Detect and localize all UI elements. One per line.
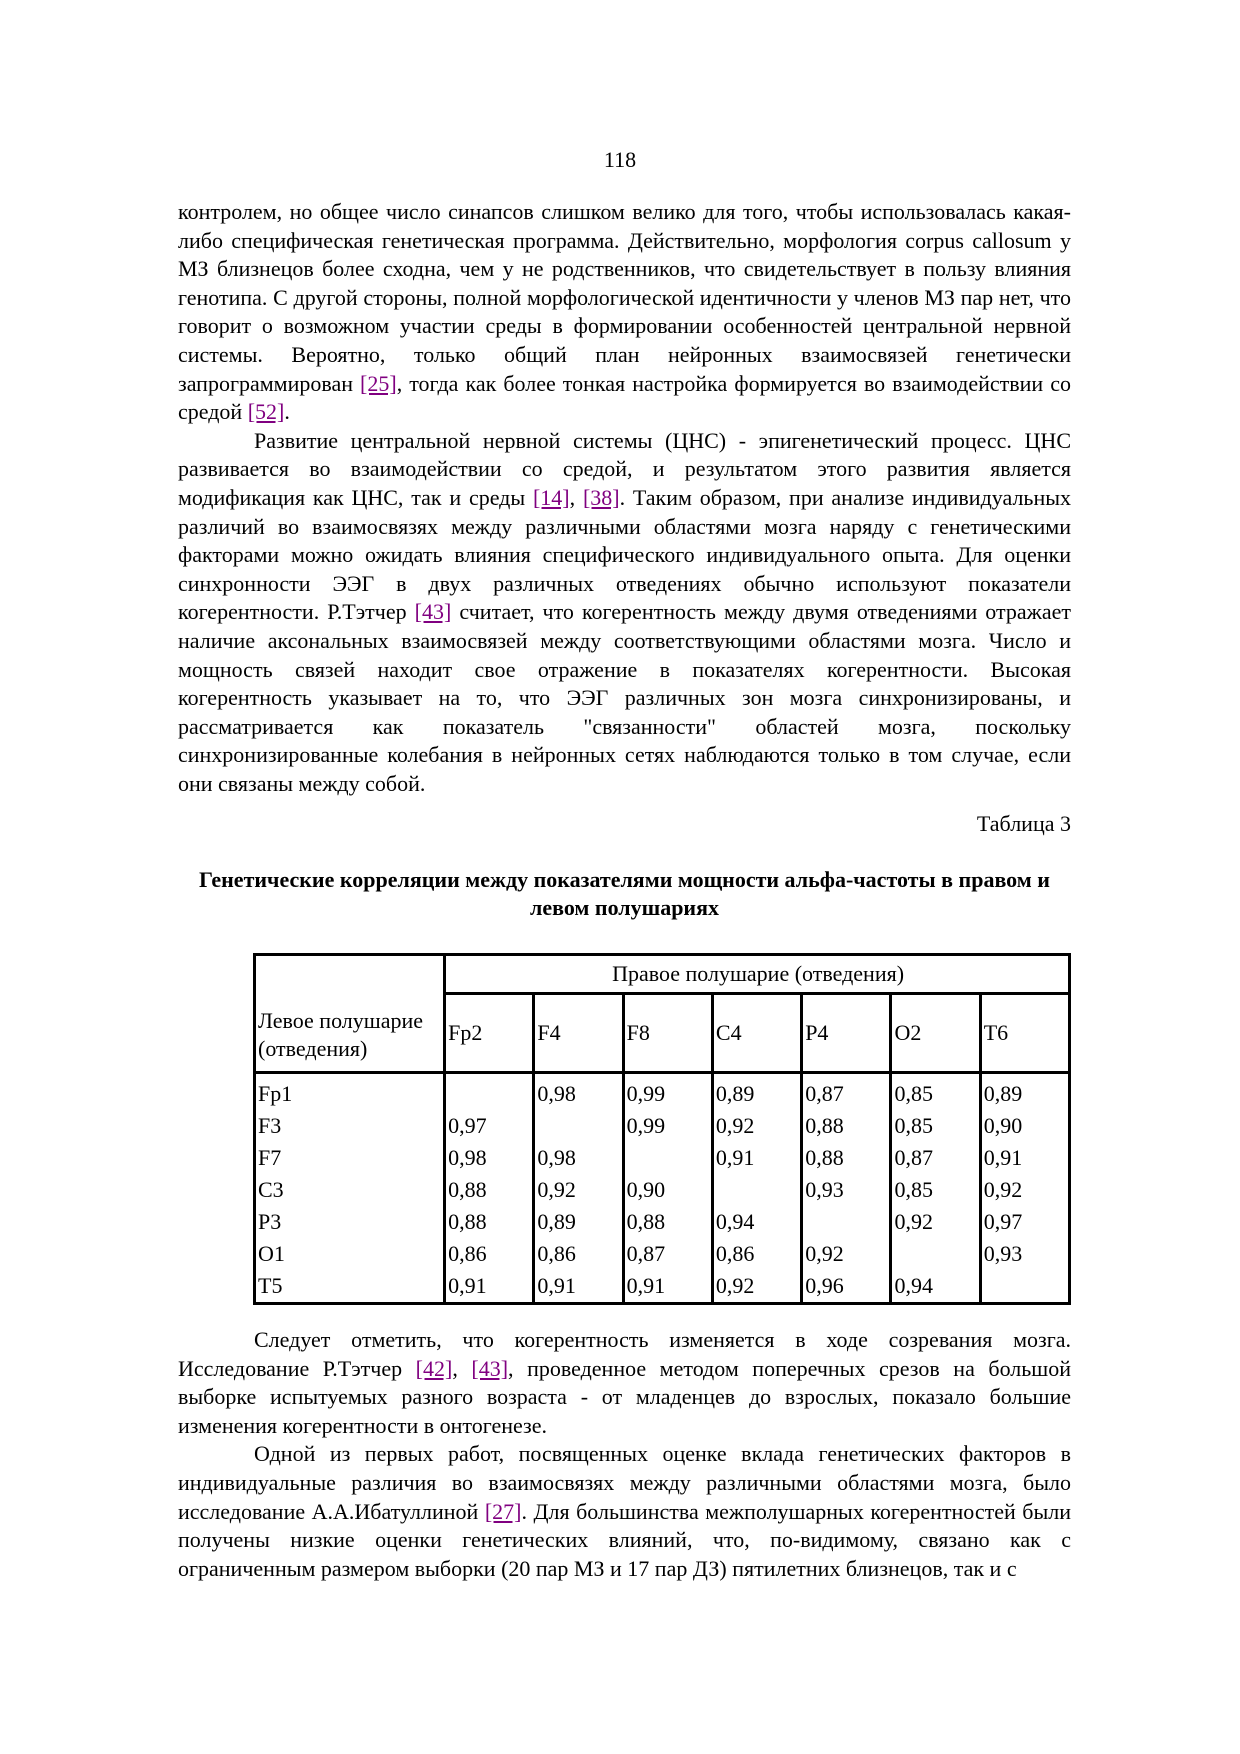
paragraph-text: Следует отметить, что когерентность изменяется в ходе созревания мозга. Исследование Р.Тэтчер xyxy=(178,1327,1071,1381)
table-cell: 0,96 xyxy=(802,1270,891,1304)
table-row xyxy=(255,1206,1070,1238)
paragraph xyxy=(178,198,1071,427)
table-cell: 0,92 xyxy=(802,1238,891,1270)
table-row xyxy=(255,1073,1070,1111)
table-cell: 0,97 xyxy=(445,1110,534,1142)
citation-link[interactable]: [43] xyxy=(414,599,452,625)
table-cell: 0,90 xyxy=(623,1174,712,1206)
table-cell: 0,87 xyxy=(623,1238,712,1270)
body-text-top xyxy=(178,198,1071,798)
table-cell: 0,89 xyxy=(534,1206,623,1238)
table-cell xyxy=(802,1206,891,1238)
table-cell: 0,92 xyxy=(891,1206,980,1238)
row-lead: F3 xyxy=(255,1110,445,1142)
table-cell: 0,91 xyxy=(712,1142,801,1174)
table-cell: 0,88 xyxy=(802,1142,891,1174)
paragraph-text: . Для большинства межполушарных когерентностей были получены низкие оценки генетических влияний, что, по-видимому, связано как с ограниченным размером выборки (20 пар МЗ и 17 пар ДЗ) пятилетних близнецов, так и с xyxy=(178,1498,1072,1581)
column-header: T6 xyxy=(980,994,1069,1073)
row-lead: P3 xyxy=(255,1206,445,1238)
body-text-bottom xyxy=(178,1326,1071,1583)
table-cell: 0,92 xyxy=(712,1110,801,1142)
column-header: Fp2 xyxy=(445,994,534,1073)
table-cell: 0,92 xyxy=(534,1174,623,1206)
table-cell: 0,88 xyxy=(623,1206,712,1238)
table-cell: 0,89 xyxy=(712,1073,801,1111)
paragraph-text: , xyxy=(569,484,583,510)
table-cell: 0,91 xyxy=(534,1270,623,1304)
citation-link[interactable]: [38] xyxy=(582,484,620,510)
row-lead: Fp1 xyxy=(255,1073,445,1111)
corner-header: Левое полушарие (отведения) xyxy=(255,955,445,1073)
table-cell: 0,98 xyxy=(534,1073,623,1111)
page-number: 118 xyxy=(603,147,637,172)
table-row xyxy=(255,1110,1070,1142)
paragraph xyxy=(178,1440,1071,1583)
table-cell: 0,99 xyxy=(623,1110,712,1142)
paragraph-text: , тогда как более тонкая настройка формируется во взаимодействии со средой xyxy=(178,370,1071,425)
table-cell: 0,86 xyxy=(712,1238,801,1270)
table-cell: 0,91 xyxy=(980,1142,1069,1174)
citation-link[interactable]: [52] xyxy=(247,399,285,425)
table-cell xyxy=(445,1073,534,1111)
paragraph xyxy=(178,1326,1071,1440)
paragraph-text: . xyxy=(284,399,290,425)
table-label: Таблица 3 xyxy=(976,811,1071,836)
table-row xyxy=(255,1270,1070,1304)
column-header: P4 xyxy=(802,994,891,1073)
column-header: O2 xyxy=(891,994,980,1073)
citation-link[interactable]: [27] xyxy=(484,1498,522,1524)
table-row xyxy=(255,1238,1070,1270)
paragraph-text: . Таким образом, при анализе индивидуальных различий во взаимосвязях между различными областями мозга наряду с генетическими факторами можно ожидать влияния специфического индивидуального опыта. Для оценки синхронности ЭЭГ в двух различных отведениях обычно используют показатели когерентности. Р.Тэтчер xyxy=(178,484,1072,625)
paragraph-text: , xyxy=(452,1355,472,1381)
table-cell: 0,98 xyxy=(445,1142,534,1174)
table-cell: 0,98 xyxy=(534,1142,623,1174)
row-lead: T5 xyxy=(255,1270,445,1304)
row-lead: O1 xyxy=(255,1238,445,1270)
citation-link[interactable]: [42] xyxy=(415,1355,453,1381)
table-cell: 0,88 xyxy=(802,1110,891,1142)
table-cell: 0,87 xyxy=(891,1142,980,1174)
paragraph-text: контролем, но общее число синапсов слишком велико для того, чтобы использовалась какая-либо специфическая генетическая программа. Действительно, морфология corpus callosum у МЗ близнецов более сходна, чем у не родственников, что свидетельствует в пользу влияния генотипа. С другой стороны, полной морфологической идентичности у членов МЗ пар нет, что говорит о возможном участии среды в формировании особенностей центральной нервной системы. Вероятно, только общий план нейронных взаимосвязей генетически запрограммирован xyxy=(178,199,1071,396)
table-cell: 0,94 xyxy=(712,1206,801,1238)
group-header: Правое полушарие (отведения) xyxy=(445,955,1070,994)
table-cell: 0,86 xyxy=(534,1238,623,1270)
table-cell: 0,91 xyxy=(445,1270,534,1304)
citation-link[interactable]: [25] xyxy=(360,370,397,396)
citation-link[interactable]: [14] xyxy=(532,484,570,510)
table-cell: 0,86 xyxy=(445,1238,534,1270)
row-lead: F7 xyxy=(255,1142,445,1174)
table-cell xyxy=(534,1110,623,1142)
paragraph-text: Развитие центральной нервной системы (ЦНС) - эпигенетический процесс. ЦНС развивается во взаимодействии со средой, и результатом этого развития является модификация как ЦНС, так и среды xyxy=(178,427,1071,510)
table-cell: 0,92 xyxy=(980,1174,1069,1206)
paragraph-text: Одной из первых работ, посвященных оценке вклада генетических факторов в индивидуальные различия во взаимосвязях между различными областями мозга, было исследование А.А.Ибатуллиной xyxy=(178,1441,1071,1524)
table-cell xyxy=(623,1142,712,1174)
paragraph-text: считает, что когерентность между двумя отведениями отражает наличие аксональных взаимосвязей между соответствующими областями мозга. Число и мощность связей находит свое отражение в показателях когерентности. Высокая когерентность указывает на то, что ЭЭГ различных зон мозга синхронизированы, и рассматривается как показатель "связанности" областей мозга, поскольку синхронизированные колебания в нейронных сетях наблюдаются только в том случае, если они связаны между собой. xyxy=(178,599,1071,796)
table-cell xyxy=(980,1270,1069,1304)
table-cell: 0,93 xyxy=(980,1238,1069,1270)
table-cell: 0,87 xyxy=(802,1073,891,1111)
row-lead: C3 xyxy=(255,1174,445,1206)
table-cell: 0,85 xyxy=(891,1110,980,1142)
column-header: F4 xyxy=(534,994,623,1073)
paragraph xyxy=(178,427,1071,799)
correlation-table xyxy=(253,953,1071,1305)
table-title: Генетические корреляции между показателями мощности альфа-частоты в правом и левом полушариях xyxy=(199,867,1050,920)
table-cell: 0,97 xyxy=(980,1206,1069,1238)
table-cell: 0,85 xyxy=(891,1073,980,1111)
table-cell: 0,90 xyxy=(980,1110,1069,1142)
table-cell: 0,88 xyxy=(445,1206,534,1238)
table-cell: 0,92 xyxy=(712,1270,801,1304)
citation-link[interactable]: [43] xyxy=(471,1355,509,1381)
table-cell: 0,88 xyxy=(445,1174,534,1206)
table-cell xyxy=(891,1238,980,1270)
table-cell: 0,99 xyxy=(623,1073,712,1111)
table-cell: 0,89 xyxy=(980,1073,1069,1111)
column-header: F8 xyxy=(623,994,712,1073)
table-cell: 0,91 xyxy=(623,1270,712,1304)
table-cell: 0,94 xyxy=(891,1270,980,1304)
table-cell: 0,85 xyxy=(891,1174,980,1206)
table-cell: 0,93 xyxy=(802,1174,891,1206)
column-header: C4 xyxy=(712,994,801,1073)
table-cell xyxy=(712,1174,801,1206)
table-row xyxy=(255,1174,1070,1206)
table-row xyxy=(255,1142,1070,1174)
paragraph-text: , проведенное методом поперечных срезов на большой выборке испытуемых разного возраста - от младенцев до взрослых, показало большие изменения когерентности в онтогенезе. xyxy=(178,1355,1072,1438)
